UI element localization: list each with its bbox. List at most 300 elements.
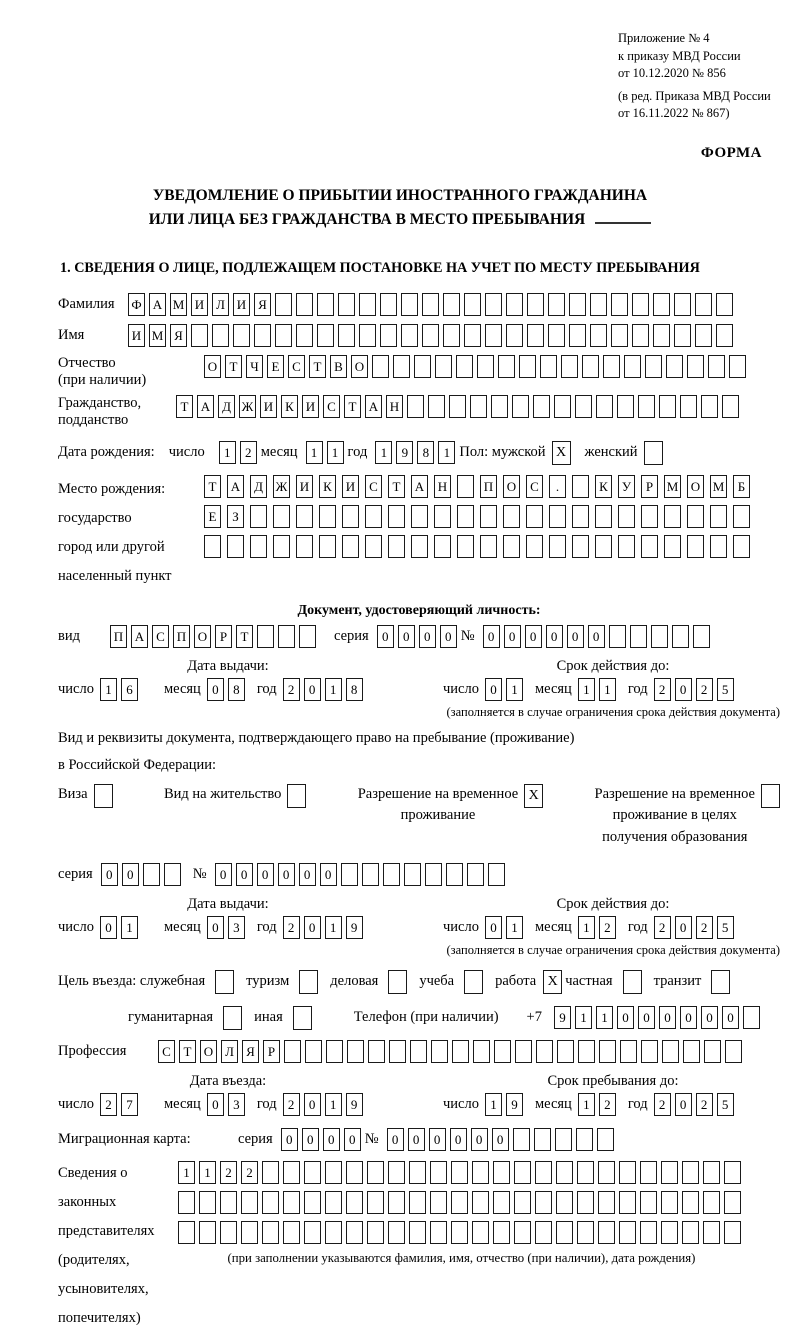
char-cell[interactable]: И (260, 395, 277, 418)
char-cell[interactable]: 3 (228, 916, 245, 939)
char-cell[interactable] (411, 505, 428, 528)
char-cell[interactable]: 2 (696, 1093, 713, 1116)
char-cell[interactable] (704, 1040, 721, 1063)
char-cell[interactable]: 1 (575, 1006, 592, 1029)
char-cell[interactable]: Т (388, 475, 405, 498)
char-cell[interactable]: 2 (100, 1093, 117, 1116)
purpose-study-checkbox[interactable] (464, 970, 483, 994)
char-cell[interactable]: 1 (578, 1093, 595, 1116)
char-cell[interactable]: 0 (302, 1128, 319, 1151)
char-cell[interactable] (534, 1128, 551, 1151)
char-cell[interactable] (283, 1191, 300, 1214)
char-cell[interactable] (451, 1191, 468, 1214)
char-cell[interactable] (561, 355, 578, 378)
char-cell[interactable]: 0 (299, 863, 316, 886)
char-cell[interactable] (708, 355, 725, 378)
char-cell[interactable] (477, 355, 494, 378)
purpose-private-checkbox[interactable] (623, 970, 642, 994)
char-cell[interactable] (693, 625, 710, 648)
char-cell[interactable]: М (149, 324, 166, 347)
char-cell[interactable] (480, 505, 497, 528)
char-cell[interactable] (319, 505, 336, 528)
char-cell[interactable]: П (173, 625, 190, 648)
char-cell[interactable] (388, 505, 405, 528)
char-cell[interactable]: 0 (659, 1006, 676, 1029)
char-cell[interactable] (472, 1191, 489, 1214)
char-cell[interactable]: И (302, 395, 319, 418)
char-cell[interactable] (409, 1191, 426, 1214)
char-cell[interactable] (641, 1040, 658, 1063)
char-cell[interactable] (338, 293, 355, 316)
char-cell[interactable]: 0 (675, 1093, 692, 1116)
char-cell[interactable]: Т (309, 355, 326, 378)
char-cell[interactable] (422, 324, 439, 347)
char-cell[interactable]: 0 (257, 863, 274, 886)
char-cell[interactable] (603, 355, 620, 378)
char-cell[interactable] (273, 535, 290, 558)
char-cell[interactable] (452, 1040, 469, 1063)
purpose-transit-checkbox[interactable] (711, 970, 730, 994)
char-cell[interactable] (640, 1161, 657, 1184)
char-cell[interactable] (527, 324, 544, 347)
char-cell[interactable] (430, 1161, 447, 1184)
char-cell[interactable] (305, 1040, 322, 1063)
char-cell[interactable]: 0 (304, 916, 321, 939)
char-cell[interactable]: 1 (506, 916, 523, 939)
char-cell[interactable]: П (110, 625, 127, 648)
char-cell[interactable] (661, 1161, 678, 1184)
char-cell[interactable] (346, 1161, 363, 1184)
char-cell[interactable] (535, 1161, 552, 1184)
char-cell[interactable]: 1 (438, 441, 455, 464)
char-cell[interactable] (597, 1128, 614, 1151)
char-cell[interactable] (393, 355, 410, 378)
char-cell[interactable] (317, 324, 334, 347)
char-cell[interactable]: 0 (675, 678, 692, 701)
char-cell[interactable]: 0 (100, 916, 117, 939)
char-cell[interactable] (388, 1191, 405, 1214)
char-cell[interactable]: О (194, 625, 211, 648)
char-cell[interactable]: М (710, 475, 727, 498)
char-cell[interactable] (472, 1161, 489, 1184)
char-cell[interactable] (645, 355, 662, 378)
char-cell[interactable]: 0 (236, 863, 253, 886)
char-cell[interactable] (536, 1040, 553, 1063)
char-cell[interactable] (347, 1040, 364, 1063)
char-cell[interactable]: 1 (100, 678, 117, 701)
char-cell[interactable] (557, 1040, 574, 1063)
char-cell[interactable] (651, 625, 668, 648)
char-cell[interactable] (250, 535, 267, 558)
char-cell[interactable] (598, 1221, 615, 1244)
char-cell[interactable] (503, 535, 520, 558)
char-cell[interactable]: А (227, 475, 244, 498)
char-cell[interactable]: 2 (220, 1161, 237, 1184)
char-cell[interactable] (632, 324, 649, 347)
char-cell[interactable] (212, 324, 229, 347)
char-cell[interactable] (549, 535, 566, 558)
char-cell[interactable]: 1 (325, 916, 342, 939)
char-cell[interactable]: Я (254, 293, 271, 316)
char-cell[interactable]: Р (263, 1040, 280, 1063)
char-cell[interactable] (659, 395, 676, 418)
char-cell[interactable]: 7 (121, 1093, 138, 1116)
char-cell[interactable] (485, 293, 502, 316)
char-cell[interactable]: 1 (578, 916, 595, 939)
char-cell[interactable]: 0 (304, 1093, 321, 1116)
char-cell[interactable] (410, 1040, 427, 1063)
char-cell[interactable]: 9 (396, 441, 413, 464)
char-cell[interactable]: 0 (398, 625, 415, 648)
char-cell[interactable] (569, 324, 586, 347)
char-cell[interactable] (435, 355, 452, 378)
char-cell[interactable] (178, 1191, 195, 1214)
char-cell[interactable] (367, 1161, 384, 1184)
purpose-official-checkbox[interactable] (215, 970, 234, 994)
char-cell[interactable] (434, 535, 451, 558)
char-cell[interactable]: 0 (485, 916, 502, 939)
char-cell[interactable] (464, 293, 481, 316)
char-cell[interactable]: 0 (617, 1006, 634, 1029)
char-cell[interactable] (409, 1161, 426, 1184)
char-cell[interactable] (540, 355, 557, 378)
char-cell[interactable] (661, 1221, 678, 1244)
char-cell[interactable] (533, 395, 550, 418)
char-cell[interactable]: 1 (599, 678, 616, 701)
char-cell[interactable] (595, 535, 612, 558)
rvp-edu-checkbox[interactable] (761, 784, 780, 808)
char-cell[interactable] (443, 324, 460, 347)
char-cell[interactable] (535, 1191, 552, 1214)
char-cell[interactable]: 2 (654, 916, 671, 939)
char-cell[interactable] (599, 1040, 616, 1063)
char-cell[interactable]: О (351, 355, 368, 378)
purpose-other-checkbox[interactable] (293, 1006, 312, 1030)
char-cell[interactable] (733, 535, 750, 558)
char-cell[interactable] (254, 324, 271, 347)
char-cell[interactable] (325, 1161, 342, 1184)
char-cell[interactable]: 0 (419, 625, 436, 648)
char-cell[interactable] (304, 1221, 321, 1244)
char-cell[interactable] (457, 475, 474, 498)
char-cell[interactable] (716, 293, 733, 316)
char-cell[interactable]: 0 (429, 1128, 446, 1151)
char-cell[interactable]: У (618, 475, 635, 498)
char-cell[interactable] (695, 324, 712, 347)
char-cell[interactable] (640, 1221, 657, 1244)
char-cell[interactable] (278, 625, 295, 648)
char-cell[interactable]: А (131, 625, 148, 648)
char-cell[interactable]: Ж (239, 395, 256, 418)
char-cell[interactable]: 1 (219, 441, 236, 464)
char-cell[interactable] (617, 395, 634, 418)
char-cell[interactable] (503, 505, 520, 528)
char-cell[interactable] (262, 1161, 279, 1184)
char-cell[interactable]: 9 (554, 1006, 571, 1029)
char-cell[interactable] (556, 1221, 573, 1244)
char-cell[interactable] (590, 324, 607, 347)
char-cell[interactable] (687, 535, 704, 558)
char-cell[interactable] (191, 324, 208, 347)
char-cell[interactable]: И (233, 293, 250, 316)
char-cell[interactable]: 0 (101, 863, 118, 886)
char-cell[interactable]: 0 (278, 863, 295, 886)
char-cell[interactable]: 2 (283, 1093, 300, 1116)
char-cell[interactable]: З (227, 505, 244, 528)
char-cell[interactable]: Т (179, 1040, 196, 1063)
char-cell[interactable] (325, 1191, 342, 1214)
char-cell[interactable]: 0 (207, 916, 224, 939)
char-cell[interactable]: 2 (696, 916, 713, 939)
char-cell[interactable] (480, 535, 497, 558)
char-cell[interactable] (296, 324, 313, 347)
char-cell[interactable]: 0 (387, 1128, 404, 1151)
char-cell[interactable] (388, 535, 405, 558)
char-cell[interactable] (682, 1221, 699, 1244)
char-cell[interactable]: 0 (320, 863, 337, 886)
char-cell[interactable] (451, 1221, 468, 1244)
char-cell[interactable]: 8 (417, 441, 434, 464)
char-cell[interactable] (662, 1040, 679, 1063)
char-cell[interactable]: Л (212, 293, 229, 316)
char-cell[interactable] (220, 1191, 237, 1214)
char-cell[interactable] (411, 535, 428, 558)
char-cell[interactable] (494, 1040, 511, 1063)
char-cell[interactable] (457, 535, 474, 558)
char-cell[interactable]: 0 (304, 678, 321, 701)
char-cell[interactable] (548, 324, 565, 347)
char-cell[interactable]: 1 (306, 441, 323, 464)
char-cell[interactable]: 0 (567, 625, 584, 648)
char-cell[interactable] (485, 324, 502, 347)
visa-checkbox[interactable] (94, 784, 113, 808)
char-cell[interactable] (527, 293, 544, 316)
char-cell[interactable] (666, 355, 683, 378)
char-cell[interactable] (422, 293, 439, 316)
char-cell[interactable]: С (526, 475, 543, 498)
char-cell[interactable] (493, 1161, 510, 1184)
char-cell[interactable] (701, 395, 718, 418)
char-cell[interactable] (519, 355, 536, 378)
char-cell[interactable] (143, 863, 160, 886)
char-cell[interactable]: 1 (506, 678, 523, 701)
purpose-humanitarian-checkbox[interactable] (223, 1006, 242, 1030)
char-cell[interactable]: 1 (485, 1093, 502, 1116)
char-cell[interactable]: 0 (638, 1006, 655, 1029)
char-cell[interactable]: Л (221, 1040, 238, 1063)
char-cell[interactable] (199, 1191, 216, 1214)
char-cell[interactable] (434, 505, 451, 528)
char-cell[interactable] (515, 1040, 532, 1063)
char-cell[interactable]: И (191, 293, 208, 316)
char-cell[interactable] (446, 863, 463, 886)
char-cell[interactable] (577, 1221, 594, 1244)
char-cell[interactable] (703, 1191, 720, 1214)
char-cell[interactable] (661, 1191, 678, 1214)
char-cell[interactable] (299, 625, 316, 648)
char-cell[interactable] (456, 355, 473, 378)
char-cell[interactable]: А (149, 293, 166, 316)
char-cell[interactable] (598, 1191, 615, 1214)
purpose-business-checkbox[interactable] (388, 970, 407, 994)
char-cell[interactable] (414, 355, 431, 378)
char-cell[interactable]: 2 (696, 678, 713, 701)
char-cell[interactable] (682, 1191, 699, 1214)
female-checkbox[interactable] (644, 441, 663, 465)
char-cell[interactable]: Я (170, 324, 187, 347)
char-cell[interactable] (672, 625, 689, 648)
char-cell[interactable] (275, 324, 292, 347)
rvp-checkbox[interactable]: X (524, 784, 543, 808)
char-cell[interactable] (304, 1161, 321, 1184)
char-cell[interactable]: 1 (325, 1093, 342, 1116)
char-cell[interactable]: 2 (240, 441, 257, 464)
char-cell[interactable] (388, 1221, 405, 1244)
char-cell[interactable]: Н (434, 475, 451, 498)
char-cell[interactable]: О (503, 475, 520, 498)
male-checkbox[interactable]: X (552, 441, 571, 465)
char-cell[interactable] (449, 395, 466, 418)
char-cell[interactable]: 0 (281, 1128, 298, 1151)
char-cell[interactable]: Д (250, 475, 267, 498)
char-cell[interactable] (743, 1006, 760, 1029)
char-cell[interactable] (722, 395, 739, 418)
char-cell[interactable] (577, 1161, 594, 1184)
char-cell[interactable] (680, 395, 697, 418)
char-cell[interactable] (365, 535, 382, 558)
char-cell[interactable]: О (687, 475, 704, 498)
char-cell[interactable] (526, 505, 543, 528)
char-cell[interactable]: 0 (588, 625, 605, 648)
char-cell[interactable] (724, 1221, 741, 1244)
char-cell[interactable]: 0 (215, 863, 232, 886)
char-cell[interactable] (716, 324, 733, 347)
char-cell[interactable] (514, 1221, 531, 1244)
char-cell[interactable]: 0 (675, 916, 692, 939)
char-cell[interactable] (262, 1191, 279, 1214)
char-cell[interactable]: 0 (504, 625, 521, 648)
char-cell[interactable] (304, 1191, 321, 1214)
char-cell[interactable] (549, 505, 566, 528)
char-cell[interactable]: 1 (121, 916, 138, 939)
char-cell[interactable] (611, 324, 628, 347)
char-cell[interactable] (611, 293, 628, 316)
char-cell[interactable] (710, 505, 727, 528)
char-cell[interactable] (199, 1221, 216, 1244)
char-cell[interactable] (431, 1040, 448, 1063)
char-cell[interactable]: 5 (717, 1093, 734, 1116)
char-cell[interactable] (425, 863, 442, 886)
char-cell[interactable] (493, 1191, 510, 1214)
char-cell[interactable] (572, 505, 589, 528)
char-cell[interactable] (325, 1221, 342, 1244)
char-cell[interactable] (576, 1128, 593, 1151)
char-cell[interactable]: 0 (207, 1093, 224, 1116)
char-cell[interactable]: М (664, 475, 681, 498)
char-cell[interactable] (618, 505, 635, 528)
char-cell[interactable]: Н (386, 395, 403, 418)
char-cell[interactable] (467, 863, 484, 886)
char-cell[interactable]: Д (218, 395, 235, 418)
char-cell[interactable]: 5 (717, 916, 734, 939)
char-cell[interactable] (575, 395, 592, 418)
char-cell[interactable] (724, 1191, 741, 1214)
char-cell[interactable]: К (319, 475, 336, 498)
char-cell[interactable] (473, 1040, 490, 1063)
char-cell[interactable]: 0 (483, 625, 500, 648)
char-cell[interactable]: Ч (246, 355, 263, 378)
char-cell[interactable]: 2 (654, 1093, 671, 1116)
char-cell[interactable] (342, 505, 359, 528)
char-cell[interactable] (687, 505, 704, 528)
char-cell[interactable] (443, 293, 460, 316)
char-cell[interactable] (596, 395, 613, 418)
char-cell[interactable] (641, 505, 658, 528)
char-cell[interactable] (451, 1161, 468, 1184)
char-cell[interactable] (618, 535, 635, 558)
char-cell[interactable] (703, 1161, 720, 1184)
char-cell[interactable]: А (411, 475, 428, 498)
char-cell[interactable]: 0 (701, 1006, 718, 1029)
char-cell[interactable] (598, 1161, 615, 1184)
char-cell[interactable] (554, 395, 571, 418)
char-cell[interactable]: 9 (346, 916, 363, 939)
char-cell[interactable]: П (480, 475, 497, 498)
char-cell[interactable] (632, 293, 649, 316)
char-cell[interactable] (404, 863, 421, 886)
char-cell[interactable]: Ф (128, 293, 145, 316)
char-cell[interactable] (262, 1221, 279, 1244)
char-cell[interactable] (359, 324, 376, 347)
char-cell[interactable] (609, 625, 626, 648)
char-cell[interactable]: Р (641, 475, 658, 498)
char-cell[interactable]: 2 (283, 678, 300, 701)
char-cell[interactable]: 0 (525, 625, 542, 648)
char-cell[interactable]: 0 (377, 625, 394, 648)
char-cell[interactable] (582, 355, 599, 378)
char-cell[interactable] (380, 293, 397, 316)
char-cell[interactable] (342, 535, 359, 558)
char-cell[interactable] (241, 1191, 258, 1214)
char-cell[interactable] (368, 1040, 385, 1063)
char-cell[interactable]: 1 (578, 678, 595, 701)
char-cell[interactable] (674, 293, 691, 316)
char-cell[interactable]: О (204, 355, 221, 378)
char-cell[interactable] (526, 535, 543, 558)
char-cell[interactable]: 0 (122, 863, 139, 886)
char-cell[interactable] (401, 293, 418, 316)
char-cell[interactable] (535, 1221, 552, 1244)
char-cell[interactable]: 2 (599, 1093, 616, 1116)
purpose-work-checkbox[interactable]: X (543, 970, 562, 994)
char-cell[interactable]: 8 (346, 678, 363, 701)
char-cell[interactable] (729, 355, 746, 378)
char-cell[interactable]: С (152, 625, 169, 648)
char-cell[interactable]: 0 (450, 1128, 467, 1151)
char-cell[interactable] (674, 324, 691, 347)
char-cell[interactable] (513, 1128, 530, 1151)
char-cell[interactable]: И (128, 324, 145, 347)
char-cell[interactable]: Т (176, 395, 193, 418)
char-cell[interactable] (630, 625, 647, 648)
char-cell[interactable] (204, 535, 221, 558)
char-cell[interactable] (317, 293, 334, 316)
char-cell[interactable] (590, 293, 607, 316)
char-cell[interactable] (338, 324, 355, 347)
char-cell[interactable]: Я (242, 1040, 259, 1063)
char-cell[interactable] (695, 293, 712, 316)
char-cell[interactable]: О (200, 1040, 217, 1063)
